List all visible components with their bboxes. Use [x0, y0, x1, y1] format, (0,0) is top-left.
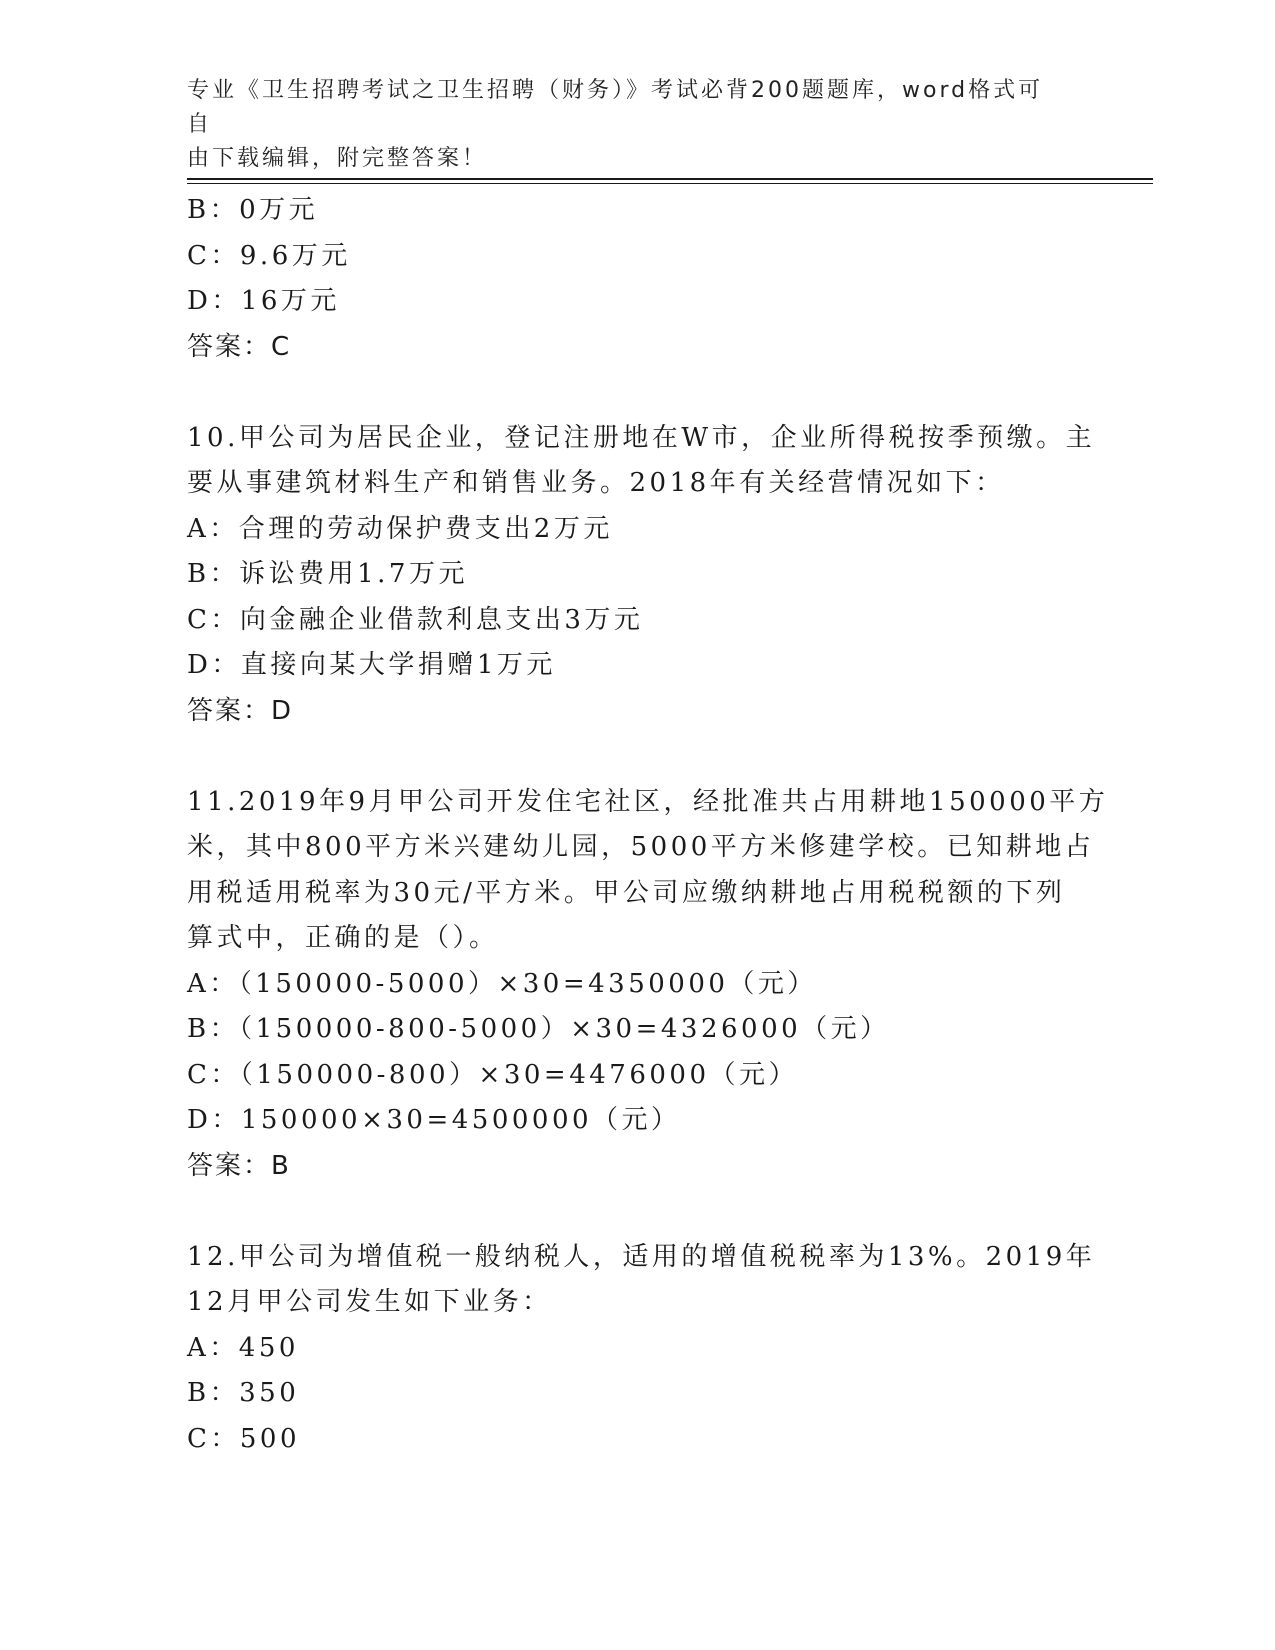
q12-option-b: B：350	[187, 1378, 300, 1408]
q9-option-d: D：16万元	[187, 286, 340, 316]
q11-stem-line-4: 算式中，正确的是（）。	[187, 923, 499, 953]
spacer	[187, 734, 1087, 780]
spacer	[187, 370, 1087, 416]
question-content	[187, 188, 1109, 1462]
q11-stem-line-1: 11.2019年9月甲公司开发住宅社区，经批准共占用耕地150000平方	[187, 786, 1109, 817]
q11-option-b: B：（150000-800-5000）×30=4326000（元）	[187, 1014, 890, 1044]
q10-option-c: C：向金融企业借款利息支出3万元	[187, 604, 644, 635]
q11-option-d: D：150000×30=4500000（元）	[187, 1105, 681, 1135]
page-header	[187, 74, 1067, 176]
q12-stem-line-2: 12月甲公司发生如下业务：	[187, 1287, 552, 1317]
q9-option-b: B：0万元	[187, 195, 319, 225]
question-9-block	[187, 188, 1087, 370]
q10-option-d: D：直接向某大学捐赠1万元	[187, 650, 556, 680]
q10-stem-line-2: 要从事建筑材料生产和销售业务。2018年有关经营情况如下：	[187, 468, 1005, 498]
question-10-block	[187, 416, 1096, 735]
q9-option-c: C：9.6万元	[187, 240, 351, 271]
q11-option-a: A：（150000-5000）×30=4350000（元）	[187, 968, 817, 999]
q10-option-b: B：诉讼费用1.7万元	[187, 559, 468, 589]
q12-option-c: C：500	[187, 1423, 301, 1454]
q11-option-c: C：（150000-800）×30=4476000（元）	[187, 1059, 799, 1090]
header-divider-thin	[187, 183, 1153, 184]
q11-answer: 答案：B	[187, 1150, 291, 1181]
spacer	[187, 1189, 1087, 1235]
question-12-block	[187, 1235, 1096, 1463]
q10-answer: 答案：D	[187, 695, 294, 726]
q11-stem-line-2: 米，其中800平方米兴建幼儿园，5000平方米修建学校。已知耕地占	[187, 832, 1095, 862]
q9-answer: 答案：C	[187, 331, 292, 362]
q11-stem-line-3: 用税适用税率为30元/平方米。甲公司应缴纳耕地占用税税额的下列	[187, 877, 1066, 908]
header-divider-thick	[187, 178, 1153, 180]
q10-stem-line-1: 10.甲公司为居民企业，登记注册地在W市，企业所得税按季预缴。主	[187, 422, 1096, 453]
header-title-line-1: 专业《卫生招聘考试之卫生招聘（财务）》考试必背200题题库，word格式可自	[187, 78, 1044, 137]
q10-option-a: A：合理的劳动保护费支出2万元	[187, 513, 613, 544]
q12-stem-line-1: 12.甲公司为增值税一般纳税人，适用的增值税税率为13%。2019年	[187, 1241, 1096, 1272]
header-title-line-2: 由下载编辑，附完整答案！	[187, 146, 488, 171]
q12-option-a: A：450	[187, 1332, 299, 1363]
question-11-block	[187, 780, 1109, 1190]
